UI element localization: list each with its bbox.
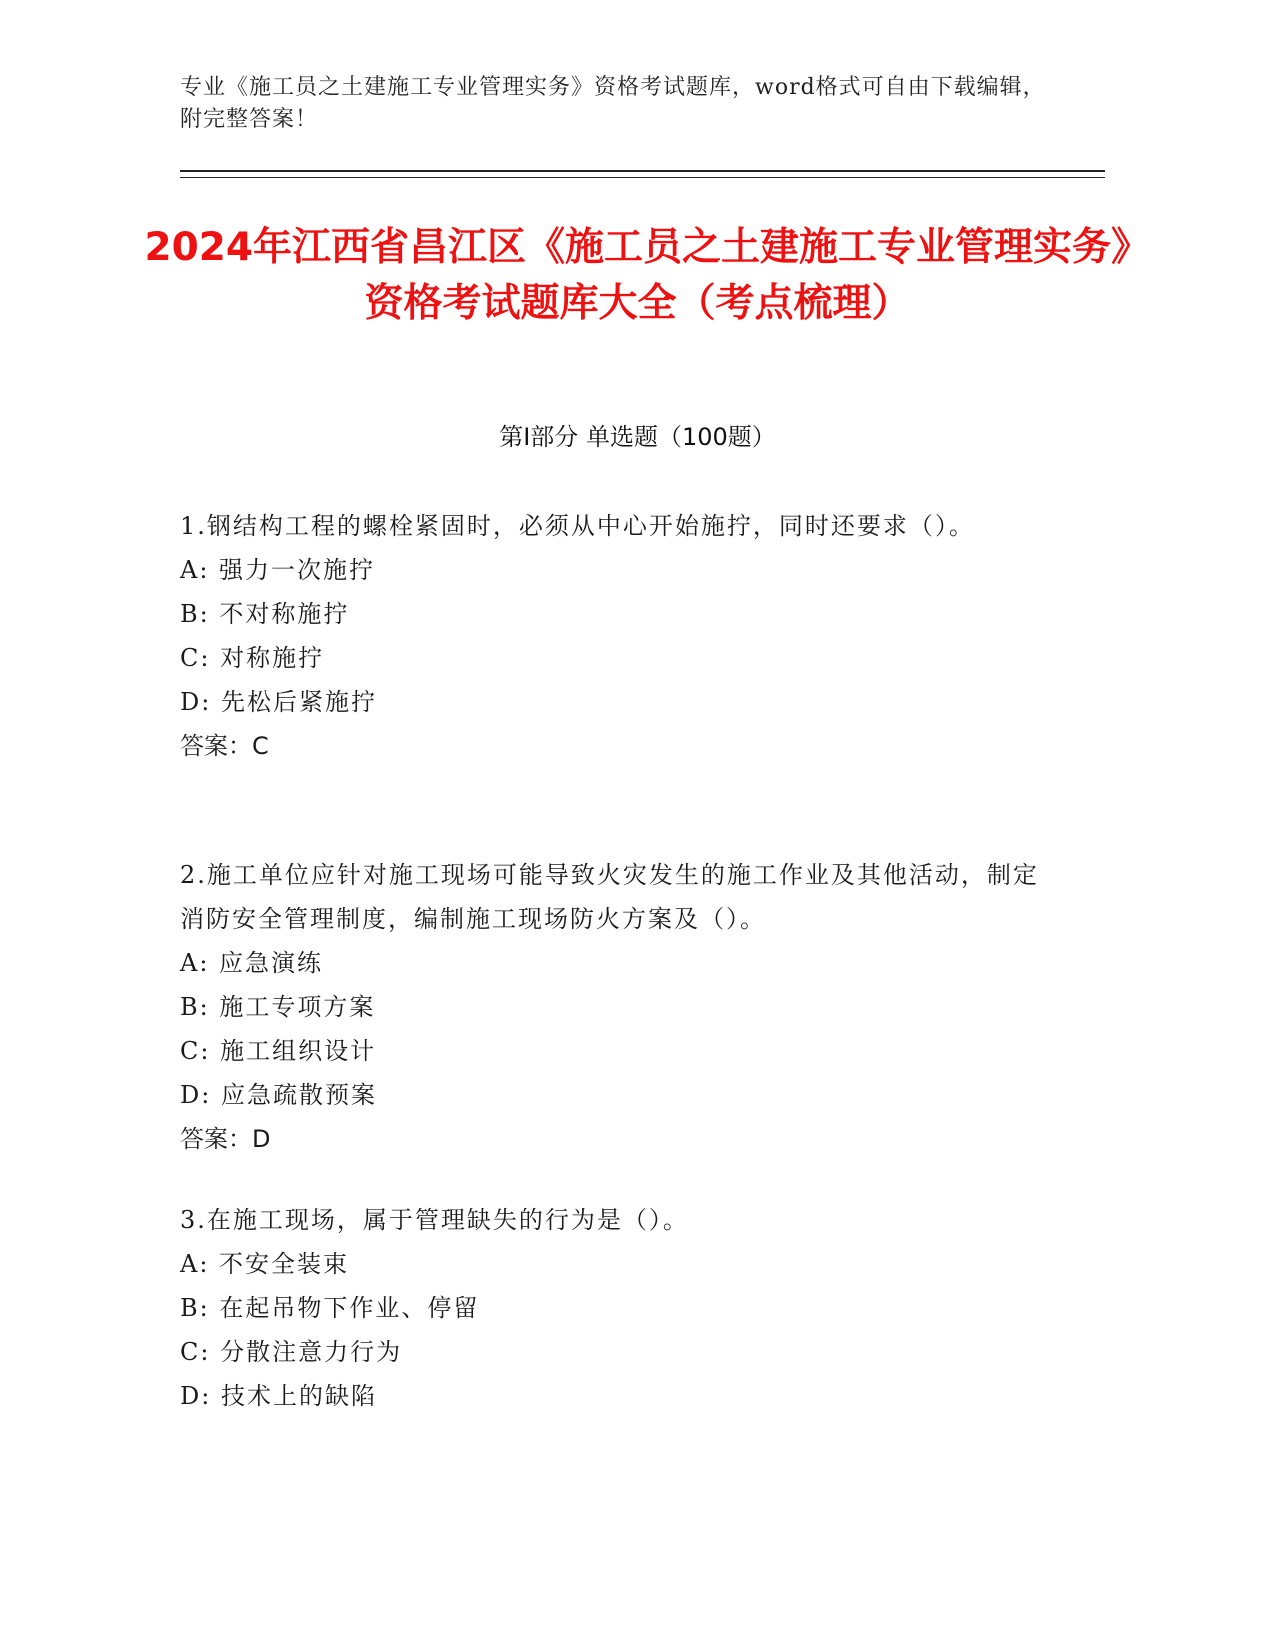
option-d: D: 应急疏散预案 (180, 1081, 377, 1109)
header-rule-thick (180, 170, 1105, 172)
option-c: C: 分散注意力行为 (180, 1338, 403, 1366)
option-b: B: 不对称施拧 (180, 600, 350, 628)
option-d: D: 先松后紧施拧 (180, 688, 377, 716)
option-a: A: 强力一次施拧 (180, 556, 376, 584)
header-note: 专业《施工员之土建施工专业管理实务》资格考试题库，word格式可自由下载编辑，附完整答案！ (180, 75, 1046, 132)
section-title: 第Ⅰ部分 单选题（100题） (499, 423, 776, 451)
question-stem: 1.钢结构工程的螺栓紧固时，必须从中心开始施拧，同时还要求（）。 (180, 512, 975, 540)
header-rule-thin (180, 177, 1105, 178)
option-a: A: 不安全装束 (180, 1250, 350, 1278)
option-a: A: 应急演练 (180, 949, 324, 977)
option-d: D: 技术上的缺陷 (180, 1382, 377, 1410)
question-stem: 3.在施工现场，属于管理缺失的行为是（）。 (180, 1206, 689, 1234)
option-c: C: 对称施拧 (180, 644, 325, 672)
question-3 (180, 1198, 1040, 1418)
document-title: 2024年江西省昌江区《施工员之土建施工专业管理实务》资格考试题库大全（考点梳理） (144, 225, 1131, 326)
question-stem: 2.施工单位应针对施工现场可能导致火灾发生的施工作业及其他活动，制定消防安全管理制度，编制施工现场防火方案及（）。 (180, 861, 1039, 933)
question-2 (180, 853, 1040, 1161)
answer: 答案：D (180, 1125, 271, 1153)
question-1 (180, 504, 1040, 768)
option-c: C: 施工组织设计 (180, 1037, 377, 1065)
option-b: B: 施工专项方案 (180, 993, 376, 1021)
option-b: B: 在起吊物下作业、停留 (180, 1294, 480, 1322)
answer: 答案：C (180, 732, 269, 760)
